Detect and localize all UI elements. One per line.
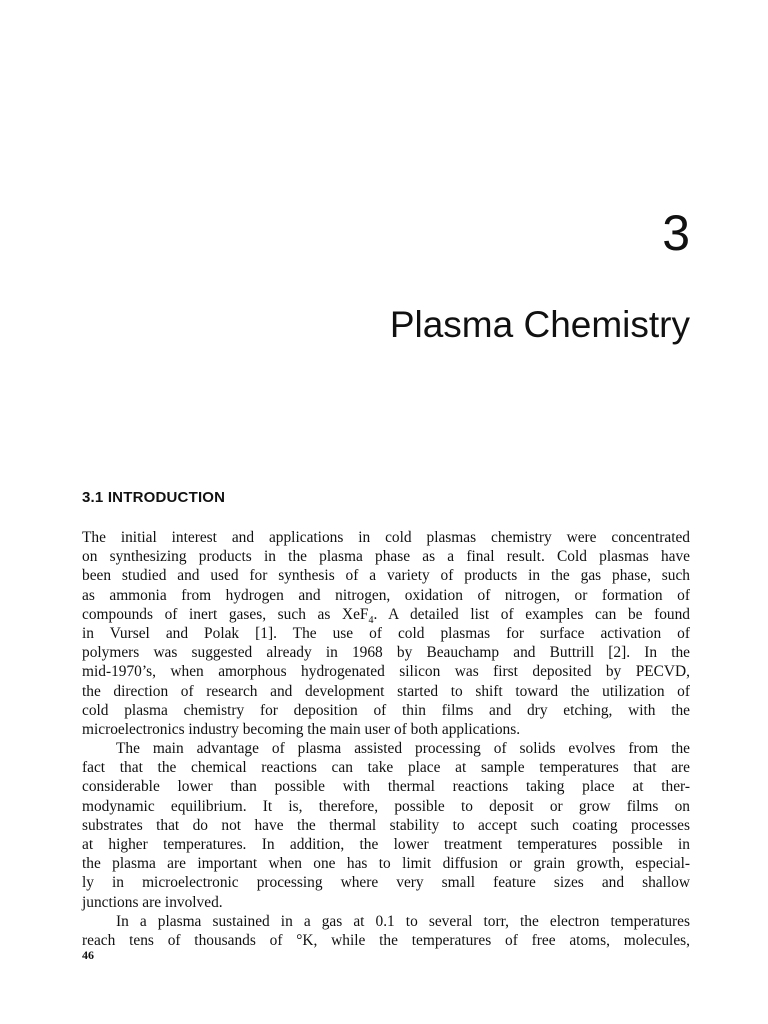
body-text	[82, 528, 690, 950]
text-line: reach tens of thousands of °K, while the temperatures of free atoms, molecules,	[82, 931, 690, 949]
paragraph-2	[82, 739, 690, 912]
paragraph-3	[82, 912, 690, 950]
text-line: on synthesizing products in the plasma phase as a final result. Cold plasmas have	[82, 548, 690, 566]
text-line: cold plasma chemistry for deposition of thin films and dry etching, with the	[82, 701, 690, 719]
text-line: mid-1970’s, when amorphous hydrogenated silicon was first deposited by PECVD,	[82, 663, 690, 681]
subscript: 4	[368, 614, 374, 626]
chapter-number: 3	[662, 205, 690, 261]
paragraph-1	[82, 528, 690, 739]
text-line: at higher temperatures. In addition, the lower treatment temperatures possible in	[82, 836, 690, 853]
text-line: junctions are involved.	[82, 893, 223, 911]
text-line: the direction of research and development started to shift toward the utilization of	[82, 682, 690, 700]
text-line: considerable lower than possible with thermal reactions taking place at ther-	[82, 778, 690, 796]
text-line: The main advantage of plasma assisted processing of solids evolves from the	[116, 740, 690, 758]
chapter-title: Plasma Chemistry	[389, 304, 690, 345]
text-line: In a plasma sustained in a gas at 0.1 to several torr, the electron temperatures	[116, 912, 690, 930]
text-line: The initial interest and applications in cold plasmas chemistry were concentrated	[82, 529, 690, 546]
section-heading: 3.1 INTRODUCTION	[82, 489, 226, 506]
text-line: the plasma are important when one has to limit diffusion or grain growth, especial-	[82, 855, 690, 873]
text-line: as ammonia from hydrogen and nitrogen, oxidation of nitrogen, or formation of	[82, 586, 690, 604]
text-fragment: . A detailed list of examples can be found	[373, 605, 690, 623]
text-line: ly in microelectronic processing where very small feature sizes and shallow	[82, 874, 690, 892]
text-line: in Vursel and Polak [1]. The use of cold plasmas for surface activation of	[82, 624, 690, 642]
text-line: substrates that do not have the thermal stability to accept such coating processes	[82, 816, 690, 834]
text-line	[82, 605, 690, 624]
text-line: fact that the chemical reactions can take place at sample temperatures that are	[82, 759, 690, 777]
page-number: 46	[82, 948, 94, 962]
text-line: modynamic equilibrium. It is, therefore, possible to deposit or grow films on	[82, 797, 690, 815]
text-line: polymers was suggested already in 1968 by Beauchamp and Buttrill [2]. In the	[82, 644, 690, 662]
text-line: microelectronics industry becoming the main user of both applications.	[82, 720, 521, 738]
text-fragment: compounds of inert gases, such as XeF	[82, 605, 369, 623]
text-line: been studied and used for synthesis of a variety of products in the gas phase, such	[82, 567, 690, 585]
